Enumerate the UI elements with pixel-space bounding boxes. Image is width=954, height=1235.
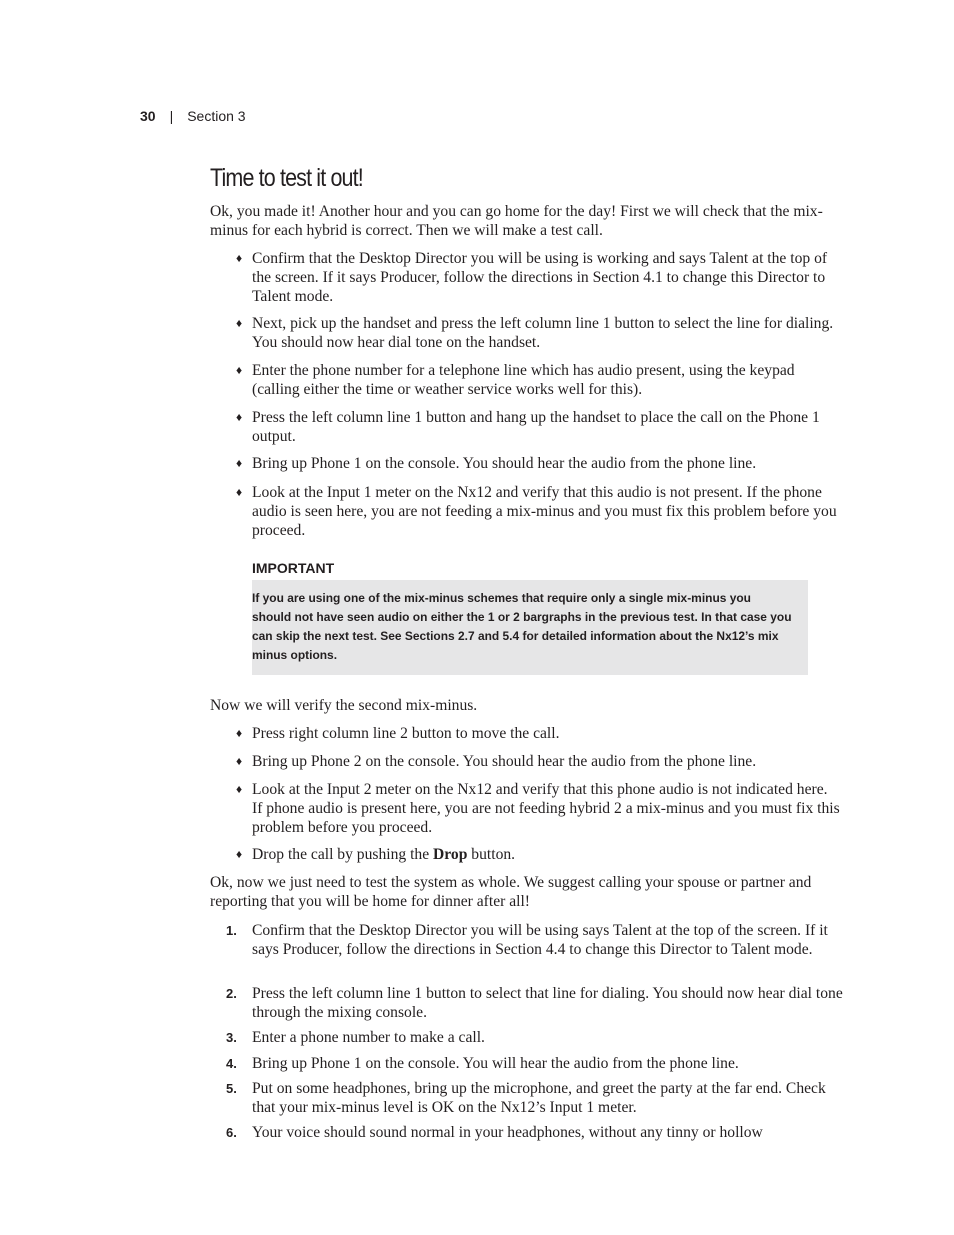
numbered-step — [226, 1079, 844, 1117]
bullet-text: Press the left column line 1 button and hang up the handset to place the call on the Phone 1 output. — [252, 409, 820, 445]
bullet-text — [252, 845, 840, 864]
bullet-item — [236, 361, 840, 399]
bullet-item — [236, 483, 840, 540]
diamond-bullet-icon: ♦ — [236, 782, 243, 796]
intro-paragraph: Ok, you made it! Another hour and you can go home for the day! First we will check that the mix-minus for each hybrid is correct. Then we will make a test call. — [210, 203, 823, 239]
bullet-item — [236, 314, 840, 352]
numbered-step — [226, 1123, 844, 1142]
bullet-item — [236, 724, 840, 743]
section-title: Time to test it out! — [210, 164, 363, 192]
numbered-step — [226, 984, 844, 1022]
step-number: 2. — [226, 986, 237, 1001]
diamond-bullet-icon: ♦ — [236, 754, 243, 768]
bullet-item — [236, 845, 840, 864]
important-label: IMPORTANT — [252, 560, 335, 576]
bullet-text: Look at the Input 1 meter on the Nx12 and verify that this audio is not present. If the phone audio is seen here, you are not feeding a mix-minus and you must fix this problem before you proceed. — [252, 484, 837, 539]
bullet-item — [236, 454, 840, 473]
step-text: Put on some headphones, bring up the microphone, and greet the party at the far end. Check that your mix-minus level is OK on the Nx12’s Input 1 meter. — [252, 1080, 826, 1116]
step-text: Press the left column line 1 button to select that line for dialing. You should now hear dial tone through the mixing console. — [252, 985, 843, 1021]
diamond-bullet-icon: ♦ — [236, 410, 243, 424]
second-intro-paragraph: Now we will verify the second mix-minus. — [210, 697, 478, 714]
bullet-item — [236, 408, 840, 446]
step-text: Enter a phone number to make a call. — [252, 1029, 485, 1046]
step-text: Confirm that the Desktop Director you will be using says Talent at the top of the screen. If it says Producer, follow the directions in Section 4.4 to change this Director to Talent mode. — [252, 922, 828, 958]
diamond-bullet-icon: ♦ — [236, 456, 243, 470]
running-header — [140, 108, 246, 124]
drop-text-before: Drop the call by pushing the — [252, 846, 434, 863]
header-separator: | — [169, 108, 174, 124]
bullet-text: Next, pick up the handset and press the left column line 1 button to select the line for dialing. You should now hear dial tone on the handset. — [252, 315, 834, 351]
step-number: 3. — [226, 1030, 237, 1045]
bullet-item — [236, 249, 840, 306]
bullet-item — [236, 752, 840, 771]
bullet-text: Confirm that the Desktop Director you will be using is working and says Talent at the top of the screen. If it says Producer, follow the directions in Section 4.1 to change this Director to Talent mode. — [252, 250, 828, 305]
diamond-bullet-icon: ♦ — [236, 847, 243, 861]
bullet-text: Bring up Phone 2 on the console. You should hear the audio from the phone line. — [252, 753, 757, 770]
numbered-step — [226, 1054, 844, 1073]
bullet-text: Press right column line 2 button to move the call. — [252, 725, 560, 742]
step-text: Your voice should sound normal in your headphones, without any tinny or hollow — [252, 1124, 763, 1141]
drop-text-after: button. — [467, 846, 516, 863]
step-text: Bring up Phone 1 on the console. You will hear the audio from the phone line. — [252, 1055, 739, 1072]
diamond-bullet-icon: ♦ — [236, 316, 243, 330]
step-number: 6. — [226, 1125, 237, 1140]
important-note-text: If you are using one of the mix-minus schemes that require only a single mix-minus you should not have seen audio on either the 1 or 2 bargraphs in the previous test. In that case you can skip the next test. See Sections 2.7 and 5.4 for detailed information about the Nx12’s mix minus options. — [252, 591, 792, 662]
diamond-bullet-icon: ♦ — [236, 363, 243, 377]
step-number: 1. — [226, 923, 237, 938]
diamond-bullet-icon: ♦ — [236, 251, 243, 265]
page-number: 30 — [140, 108, 156, 124]
important-note-box — [252, 580, 808, 675]
call-intro-paragraph: Ok, now we just need to test the system as whole. We suggest calling your spouse or partner and reporting that you will be home for dinner after all! — [210, 874, 812, 910]
step-number: 5. — [226, 1081, 237, 1096]
bullet-text: Look at the Input 2 meter on the Nx12 and verify that this phone audio is not indicated here. If phone audio is present here, you are not feeding hybrid 2 a mix-minus and you must fix this problem before you proceed. — [252, 781, 840, 836]
bullet-text: Bring up Phone 1 on the console. You should hear the audio from the phone line. — [252, 455, 757, 472]
drop-button-name: Drop — [433, 846, 468, 863]
section-label: Section 3 — [187, 108, 246, 124]
numbered-step — [226, 1028, 844, 1047]
numbered-step — [226, 921, 844, 959]
step-number: 4. — [226, 1056, 237, 1071]
diamond-bullet-icon: ♦ — [236, 485, 243, 499]
bullet-text: Enter the phone number for a telephone line which has audio present, using the keypad (calling either the time or weather service works well for this). — [252, 362, 795, 398]
bullet-item — [236, 780, 840, 837]
diamond-bullet-icon: ♦ — [236, 726, 243, 740]
